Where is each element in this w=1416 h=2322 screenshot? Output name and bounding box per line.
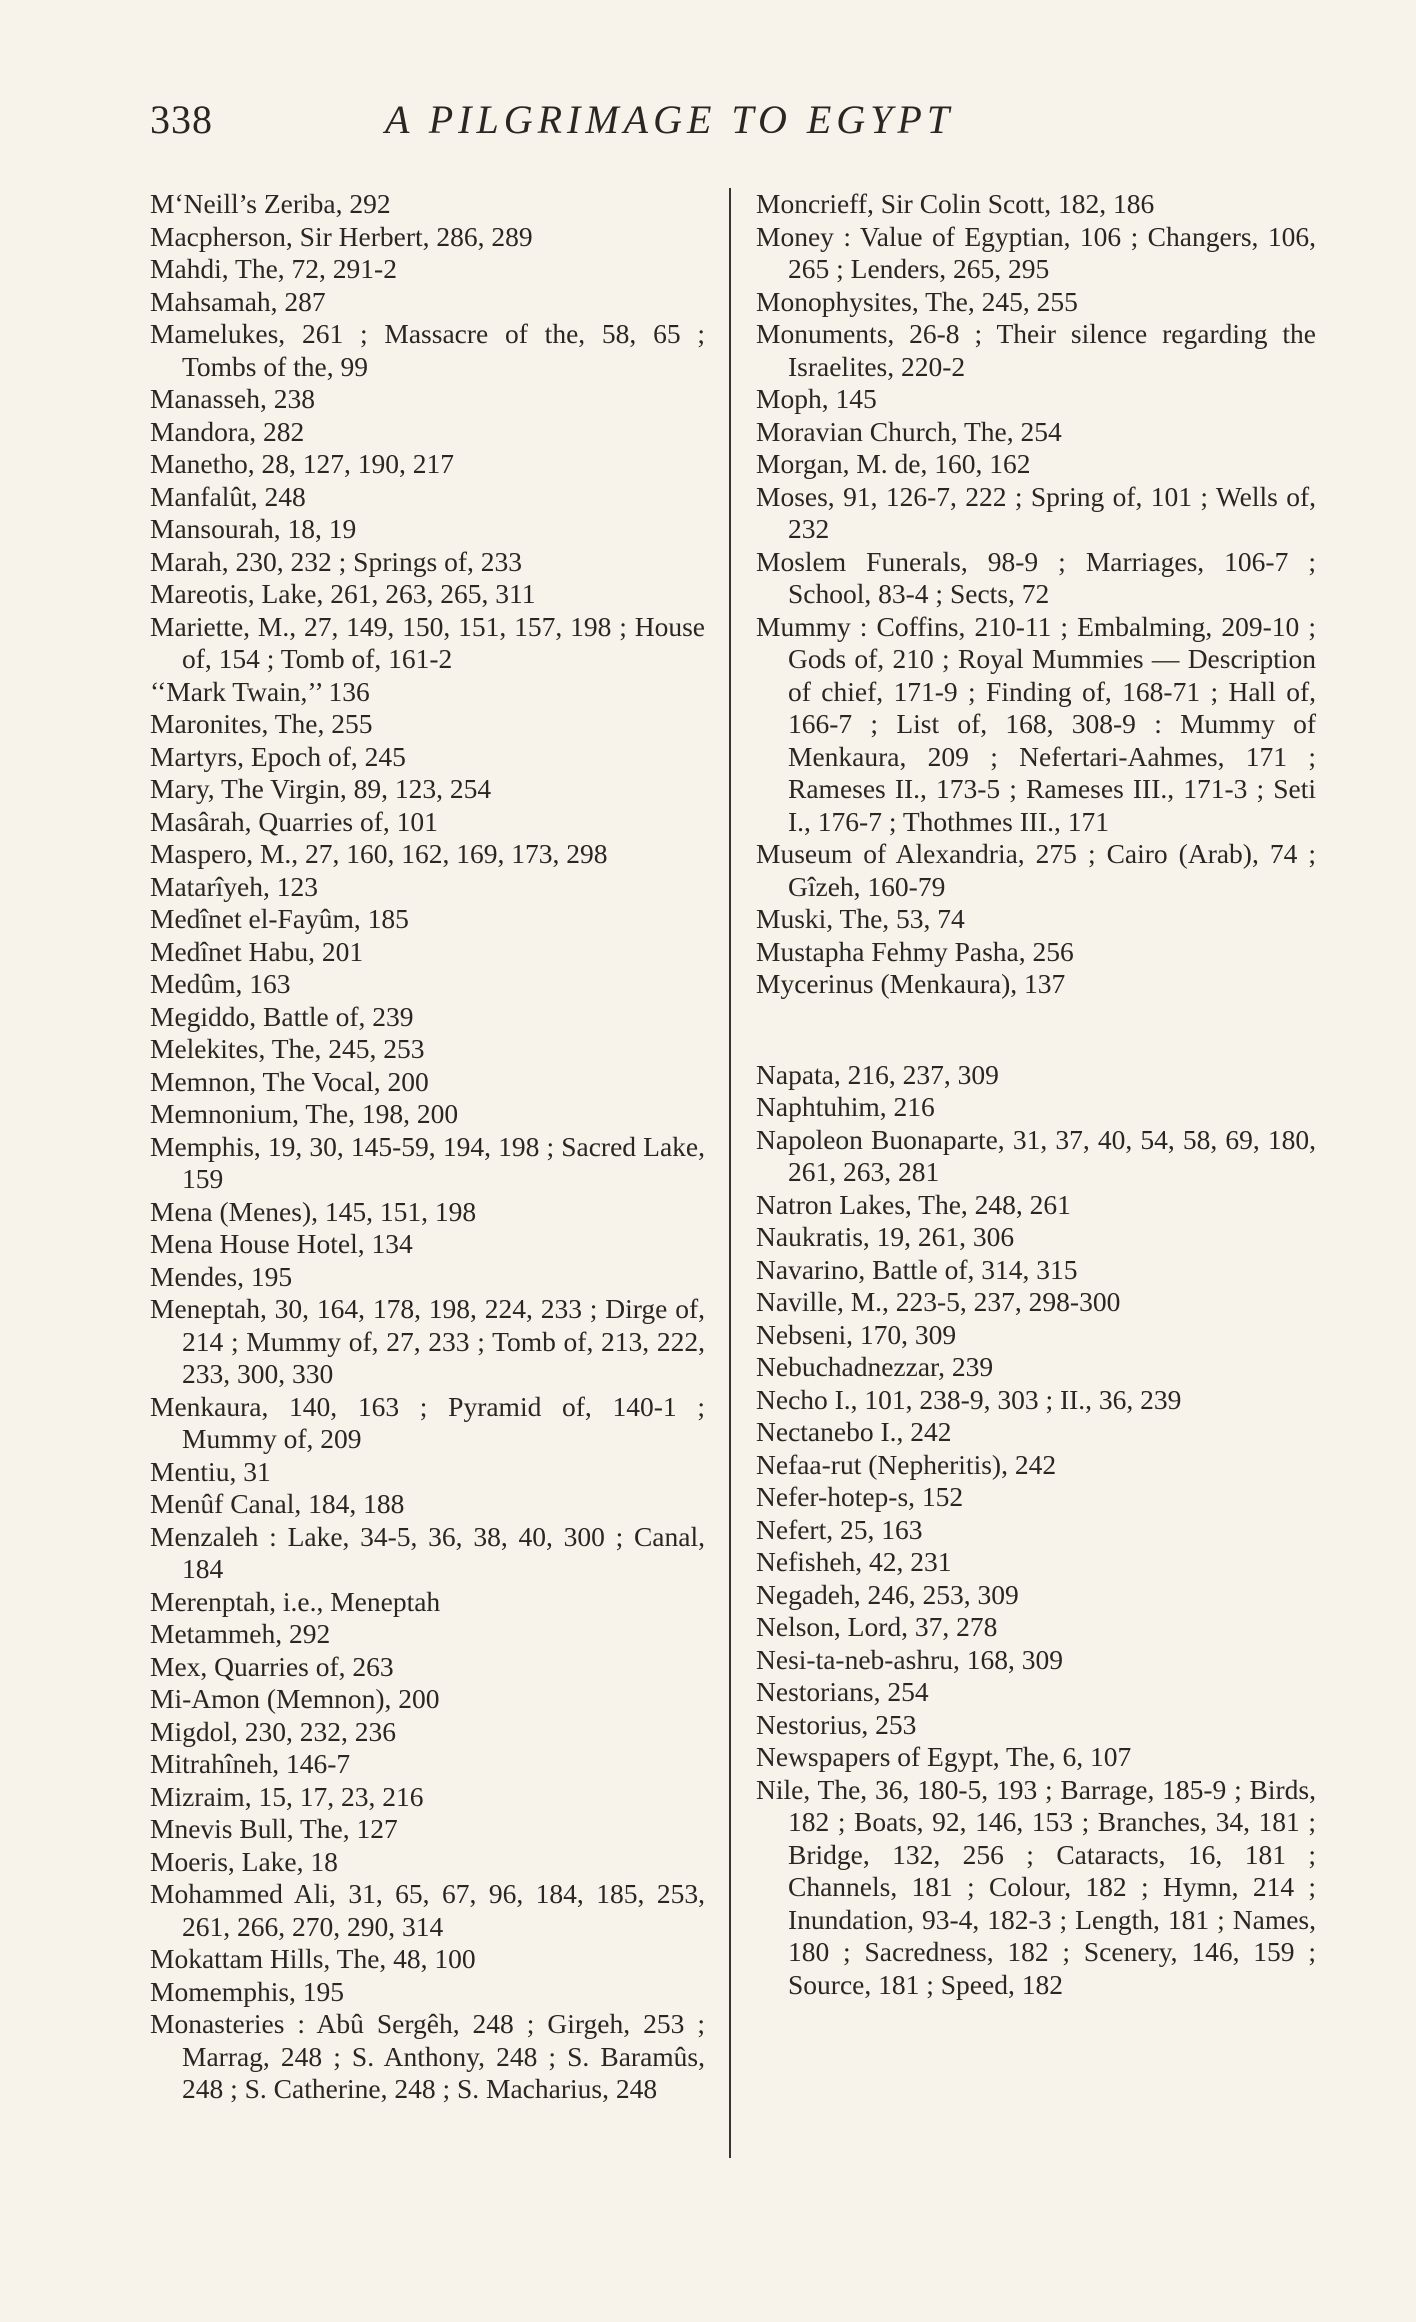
- index-entry: Nebuchadnezzar, 239: [756, 1351, 994, 1382]
- index-entry: Mansourah, 18, 19: [150, 513, 357, 544]
- index-entry: Monuments, 26-8 ; Their silence regarding the Israelites, 220-2: [756, 318, 1316, 382]
- index-list-left: [150, 188, 705, 2106]
- index-entry: Moncrieff, Sir Colin Scott, 182, 186: [756, 188, 1155, 219]
- index-entry: Newspapers of Egypt, The, 6, 107: [756, 1741, 1132, 1772]
- index-entry: Monophysites, The, 245, 255: [756, 285, 1078, 317]
- index-entry: Mex, Quarries of, 263: [150, 1650, 394, 1682]
- index-entry: Medînet el-Fayûm, 185: [150, 903, 409, 934]
- index-entry: Nebseni, 170, 309: [756, 1318, 957, 1350]
- column-divider: [729, 188, 731, 2158]
- index-entry: Moslem Funerals, 98-9 ; Marriages, 106-7 ; School, 83-4 ; Sects, 72: [756, 545, 1316, 609]
- index-entry: Mustapha Fehmy Pasha, 256: [756, 935, 1074, 967]
- index-entry: Martyrs, Epoch of, 245: [150, 740, 406, 772]
- index-entry: Mena House Hotel, 134: [150, 1228, 413, 1259]
- index-entry: Memnon, The Vocal, 200: [150, 1065, 429, 1097]
- index-list-right-m: [756, 188, 1316, 1001]
- index-entry: Nefert, 25, 163: [756, 1513, 923, 1545]
- index-entry: Megiddo, Battle of, 239: [150, 1000, 414, 1032]
- index-entry: Nectanebo I., 242: [756, 1416, 952, 1447]
- running-title: A PILGRIMAGE TO EGYPT: [385, 97, 955, 142]
- index-entry: Medînet Habu, 201: [150, 935, 364, 967]
- index-entry: Mnevis Bull, The, 127: [150, 1813, 398, 1844]
- index-entry: Mycerinus (Menkaura), 137: [756, 968, 1066, 999]
- index-entry: Navarino, Battle of, 314, 315: [756, 1253, 1078, 1285]
- index-entry: Nesi-ta-neb-ashru, 168, 309: [756, 1643, 1063, 1675]
- index-entry: Matarîyeh, 123: [150, 870, 319, 902]
- page-number: 338: [150, 97, 213, 142]
- index-entry: Mitrahîneh, 146-7: [150, 1748, 351, 1779]
- index-entry: Medûm, 163: [150, 968, 291, 999]
- index-entry: Migdol, 230, 232, 236: [150, 1715, 396, 1747]
- index-entry: Nelson, Lord, 37, 278: [756, 1611, 998, 1642]
- index-entry: Moph, 145: [756, 383, 877, 414]
- index-entry: Museum of Alexandria, 275 ; Cairo (Arab), 74 ; Gîzeh, 160-79: [756, 838, 1316, 902]
- index-entry: M‘Neill’s Zeriba, 292: [150, 188, 391, 219]
- index-entry: Nefaa-rut (Nepheritis), 242: [756, 1448, 1057, 1480]
- index-entry: Meneptah, 30, 164, 178, 198, 224, 233 ; Dirge of, 214 ; Mummy of, 27, 233 ; Tomb of, 213, 222, 233, 300, 330: [150, 1293, 705, 1389]
- index-entry: Manetho, 28, 127, 190, 217: [150, 448, 455, 479]
- index-entry: Metammeh, 292: [150, 1618, 331, 1649]
- index-entry: Mokattam Hills, The, 48, 100: [150, 1943, 476, 1974]
- index-entry: Monasteries : Abû Sergêh, 248 ; Girgeh, 253 ; Marrag, 248 ; S. Anthony, 248 ; S. Baramûs, 248 ; S. Catherine, 248 ; S. Macharius, 248: [150, 2008, 705, 2104]
- index-entry: Napata, 216, 237, 309: [756, 1058, 999, 1090]
- index-entry: Nefer-hotep-s, 152: [756, 1481, 964, 1512]
- index-entry: Naphtuhim, 216: [756, 1091, 935, 1122]
- index-entry: Mareotis, Lake, 261, 263, 265, 311: [150, 578, 536, 609]
- index-entry: Mi-Amon (Memnon), 200: [150, 1683, 440, 1714]
- index-entry: Maspero, M., 27, 160, 162, 169, 173, 298: [150, 838, 608, 869]
- index-entry: Nestorians, 254: [756, 1676, 929, 1707]
- index-entry: Moeris, Lake, 18: [150, 1845, 338, 1877]
- index-entry: Manfalût, 248: [150, 480, 306, 512]
- index-entry: Masârah, Quarries of, 101: [150, 805, 438, 837]
- index-entry: Maronites, The, 255: [150, 708, 373, 739]
- index-entry: Manasseh, 238: [150, 383, 315, 414]
- index-entry: Mohammed Ali, 31, 65, 67, 96, 184, 185, 253, 261, 266, 270, 290, 314: [150, 1878, 705, 1942]
- index-entry: Mummy : Coffins, 210-11 ; Embalming, 209-10 ; Gods of, 210 ; Royal Mummies — Description of chief, 171-9 ; Finding of, 168-71 ; Hall of, 166-7 ; List of, 168, 308-9 : Mummy of Menkaura, 209 ; Nefertari-Aahmes, 171 ; Rameses II., 173-5 ; Rameses III., 171-3 ; Seti I., 176-7 ; Thothmes III., 171: [756, 610, 1316, 837]
- index-entry: Morgan, M. de, 160, 162: [756, 448, 1031, 479]
- index-column-right: [756, 188, 1316, 2001]
- index-entry: Mary, The Virgin, 89, 123, 254: [150, 773, 492, 804]
- index-entry: Mizraim, 15, 17, 23, 216: [150, 1780, 424, 1812]
- index-entry: Mahdi, The, 72, 291-2: [150, 253, 397, 284]
- index-entry: Melekites, The, 245, 253: [150, 1033, 425, 1064]
- index-entry: Necho I., 101, 238-9, 303 ; II., 36, 239: [756, 1383, 1182, 1415]
- index-entry: Money : Value of Egyptian, 106 ; Changers, 106, 265 ; Lenders, 265, 295: [756, 220, 1316, 284]
- index-entry: Menzaleh : Lake, 34-5, 36, 38, 40, 300 ; Canal, 184: [150, 1520, 705, 1584]
- index-entry: Memnonium, The, 198, 200: [150, 1098, 459, 1129]
- index-entry: Natron Lakes, The, 248, 261: [756, 1188, 1071, 1220]
- index-entry: Momemphis, 195: [150, 1975, 345, 2007]
- index-entry: ‘‘Mark Twain,’’ 136: [150, 675, 370, 707]
- section-gap: [756, 1001, 1316, 1059]
- index-entry: Nestorius, 253: [756, 1708, 917, 1740]
- index-entry: Macpherson, Sir Herbert, 286, 289: [150, 220, 533, 252]
- index-entry: Mena (Menes), 145, 151, 198: [150, 1195, 477, 1227]
- index-entry: Moravian Church, The, 254: [756, 415, 1062, 447]
- index-entry: Napoleon Buonaparte, 31, 37, 40, 54, 58, 69, 180, 261, 263, 281: [756, 1123, 1316, 1187]
- index-entry: Mamelukes, 261 ; Massacre of the, 58, 65 ; Tombs of the, 99: [150, 318, 705, 382]
- index-entry: Merenptah, i.e., Meneptah: [150, 1585, 441, 1617]
- index-entry: Mendes, 195: [150, 1260, 293, 1292]
- index-entry: Negadeh, 246, 253, 309: [756, 1578, 1019, 1610]
- index-entry: Naville, M., 223-5, 237, 298-300: [756, 1286, 1121, 1317]
- index-entry: Mariette, M., 27, 149, 150, 151, 157, 198 ; House of, 154 ; Tomb of, 161-2: [150, 610, 705, 674]
- index-entry: Moses, 91, 126-7, 222 ; Spring of, 101 ; Wells of, 232: [756, 480, 1316, 544]
- index-list-right-n: [756, 1059, 1316, 2002]
- index-entry: Menûf Canal, 184, 188: [150, 1488, 405, 1519]
- page-header: [150, 96, 1320, 156]
- index-column-left: [150, 188, 705, 2106]
- index-entry: Muski, The, 53, 74: [756, 903, 965, 934]
- index-entry: Nefisheh, 42, 231: [756, 1546, 952, 1577]
- index-entry: Naukratis, 19, 261, 306: [756, 1221, 1015, 1252]
- index-entry: Mentiu, 31: [150, 1455, 271, 1487]
- index-entry: Marah, 230, 232 ; Springs of, 233: [150, 545, 522, 577]
- index-entry: Mandora, 282: [150, 415, 305, 447]
- index-entry: Nile, The, 36, 180-5, 193 ; Barrage, 185-9 ; Birds, 182 ; Boats, 92, 146, 153 ; Branches, 34, 181 ; Bridge, 132, 256 ; Cataracts, 16, 181 ; Channels, 181 ; Colour, 182 ; Hymn, 214 ; Inundation, 93-4, 182-3 ; Length, 181 ; Names, 180 ; Sacredness, 182 ; Scenery, 146, 159 ; Source, 181 ; Speed, 182: [756, 1773, 1316, 2000]
- index-entry: Menkaura, 140, 163 ; Pyramid of, 140-1 ; Mummy of, 209: [150, 1390, 705, 1454]
- index-entry: Mahsamah, 287: [150, 285, 326, 317]
- index-entry: Memphis, 19, 30, 145-59, 194, 198 ; Sacred Lake, 159: [150, 1130, 705, 1194]
